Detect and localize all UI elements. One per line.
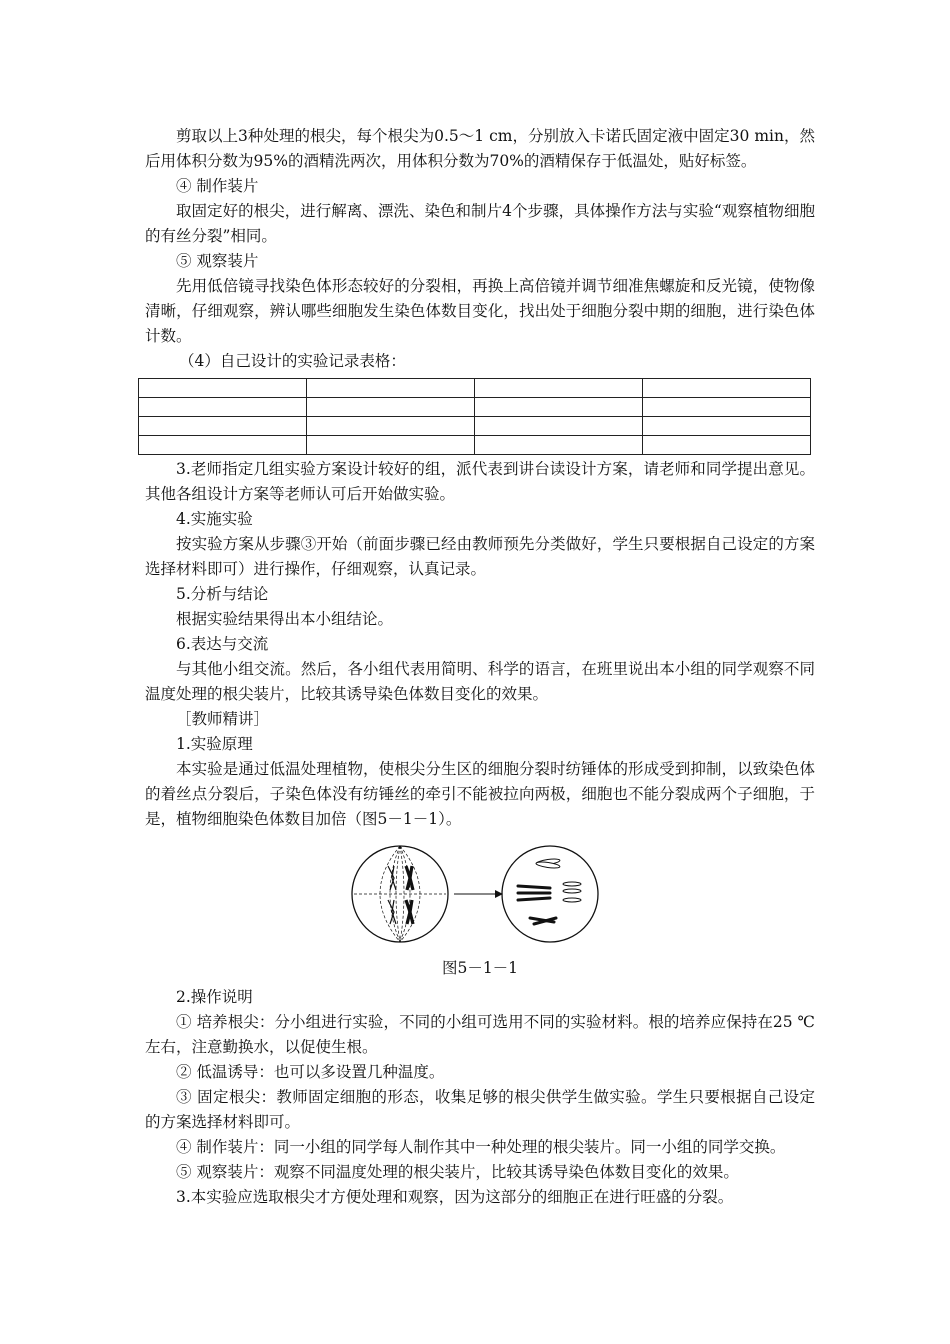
table-cell <box>307 379 475 398</box>
table-cell <box>139 398 307 417</box>
document-body <box>145 124 815 1210</box>
table-cell <box>307 417 475 436</box>
doubled-cell <box>502 846 598 942</box>
figure-chromosome-doubling <box>145 838 815 950</box>
paragraph-teacher-selects: 3.老师指定几组实验方案设计较好的组，派代表到讲台读设计方案，请老师和同学提出意见。其他各组设计方案等老师认可后开始做实验。 <box>145 460 815 503</box>
table-cell <box>643 417 811 436</box>
table-cell <box>643 379 811 398</box>
arrow-icon <box>454 890 503 898</box>
table-cell <box>475 379 643 398</box>
paragraph-note-4: ④ 制作装片：同一小组的同学每人制作其中一种处理的根尖装片。同一小组的同学交换。 <box>176 1138 786 1156</box>
table-cell <box>307 436 475 455</box>
paragraph-fixing-roots: 剪取以上3种处理的根尖，每个根尖为0.5～1 cm，分别放入卡诺氏固定液中固定30 min，然后用体积分数为95%的酒精洗两次，用体积分数为70%的酒精保存于低温处，贴好标签。 <box>145 127 815 170</box>
figure-caption: 图5－1－1 <box>441 959 519 977</box>
paragraph-analysis: 根据实验结果得出本小组结论。 <box>176 610 394 628</box>
table-cell <box>139 417 307 436</box>
table-cell <box>475 417 643 436</box>
heading-make-slides: ④ 制作装片 <box>176 177 259 195</box>
table-cell <box>139 379 307 398</box>
paragraph-make-slides: 取固定好的根尖，进行解离、漂洗、染色和制片4个步骤，具体操作方法与实验“观察植物细胞的有丝分裂”相同。 <box>145 202 815 245</box>
paragraph-note-1: ① 培养根尖：分小组进行实验，不同的小组可选用不同的实验材料。根的培养应保持在25 ℃左右，注意勤换水，以促使生根。 <box>145 1013 815 1056</box>
heading-teacher-explanation: ［教师精讲］ <box>176 710 270 728</box>
paragraph-note-5: ⑤ 观察装片：观察不同温度处理的根尖装片，比较其诱导染色体数目变化的效果。 <box>176 1163 739 1181</box>
paragraph-note-3: ③ 固定根尖：教师固定细胞的形态，收集足够的根尖供学生做实验。学生只要根据自己设定的方案选择材料即可。 <box>145 1088 815 1131</box>
heading-expression: 6.表达与交流 <box>176 635 269 653</box>
heading-operation-notes: 2.操作说明 <box>176 988 253 1006</box>
table-cell <box>475 436 643 455</box>
table-cell <box>643 436 811 455</box>
paragraph-observe-slides: 先用低倍镜寻找染色体形态较好的分裂相，再换上高倍镜并调节细准焦螺旋和反光镜，使物像清晰，仔细观察，辨认哪些细胞发生染色体数目变化，找出处于细胞分裂中期的细胞，进行染色体计数。 <box>145 277 815 345</box>
table-row <box>139 398 811 417</box>
paragraph-expression: 与其他小组交流。然后，各小组代表用简明、科学的语言，在班里说出本小组的同学观察不同温度处理的根尖装片，比较其诱导染色体数目变化的效果。 <box>145 660 815 703</box>
paragraph-implementation: 按实验方案从步骤③开始（前面步骤已经由教师预先分类做好，学生只要根据自己设定的方案选择材料即可）进行操作，仔细观察，认真记录。 <box>145 535 815 578</box>
heading-implementation: 4.实施实验 <box>176 510 253 528</box>
record-table <box>138 378 811 455</box>
dividing-cell <box>352 846 448 942</box>
paragraph-note-2: ② 低温诱导：也可以多设置几种温度。 <box>176 1063 445 1081</box>
table-row <box>139 417 811 436</box>
cell-division-illustration <box>350 838 610 950</box>
heading-analysis: 5.分析与结论 <box>176 585 269 603</box>
table-row <box>139 436 811 455</box>
paragraph-root-tip-reason: 3.本实验应选取根尖才方便处理和观察，因为这部分的细胞正在进行旺盛的分裂。 <box>176 1188 734 1206</box>
table-row <box>139 379 811 398</box>
paragraph-principle: 本实验是通过低温处理植物，使根尖分生区的细胞分裂时纺锤体的形成受到抑制，以致染色体的着丝点分裂后，子染色体没有纺锤丝的牵引不能被拉向两极，细胞也不能分裂成两个子细胞，于是，植物细胞染色体数目加倍（图5－1－1）。 <box>145 760 815 828</box>
table-cell <box>139 436 307 455</box>
heading-principle: 1.实验原理 <box>176 735 253 753</box>
heading-record-table: （4）自己设计的实验记录表格： <box>179 352 406 370</box>
heading-observe-slides: ⑤ 观察装片 <box>176 252 259 270</box>
table-cell <box>307 398 475 417</box>
table-cell <box>475 398 643 417</box>
table-cell <box>643 398 811 417</box>
